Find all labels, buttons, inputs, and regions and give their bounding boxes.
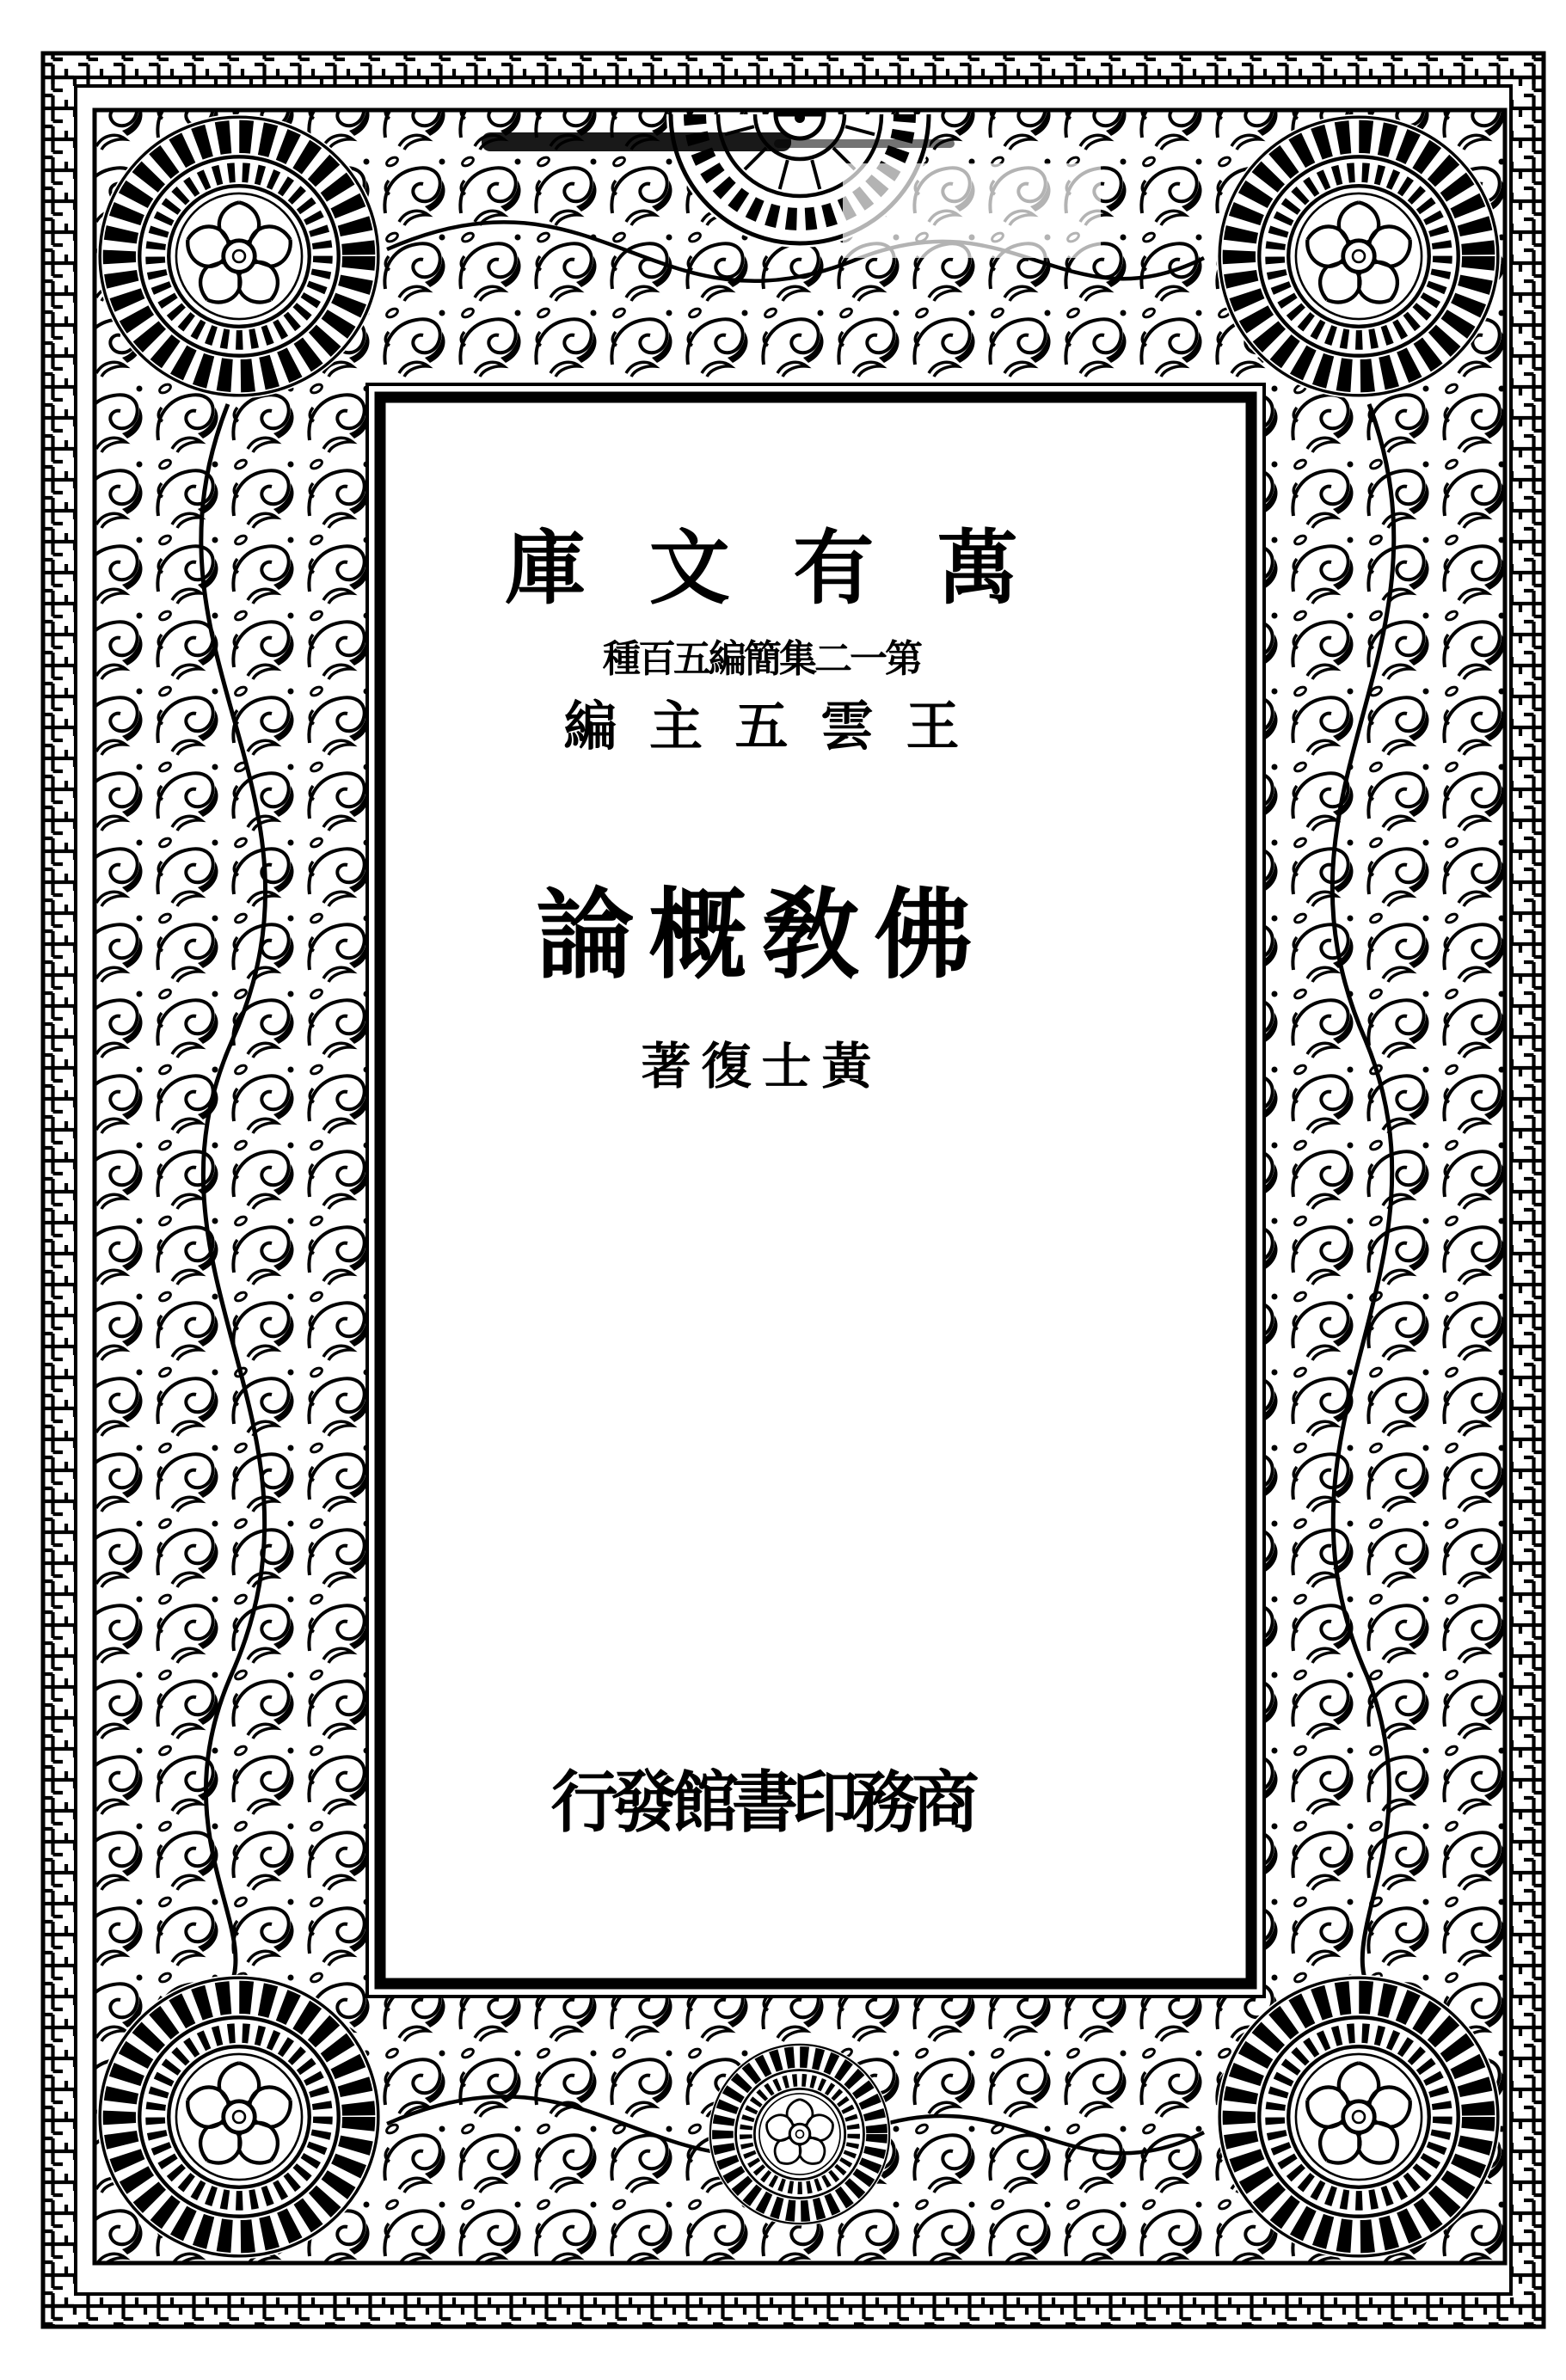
author-line: 著復士黃 bbox=[641, 1039, 882, 1095]
title-panel bbox=[367, 384, 1264, 1997]
corner-rosette-bottom-right bbox=[1217, 1975, 1502, 2260]
corner-rosette-top-left bbox=[97, 114, 382, 399]
edition-note: 種百五編簡集二一第 bbox=[603, 638, 920, 680]
corner-rosette-top-right bbox=[1217, 114, 1502, 399]
corner-rosette-bottom-left bbox=[97, 1975, 382, 2260]
publisher-line: 行發館書印務商 bbox=[550, 1765, 973, 1840]
editor-line: 編 主 五 雲 王 bbox=[563, 698, 960, 757]
series-title: 庫 文 有 萬 bbox=[505, 524, 1018, 614]
bottom-center-flower bbox=[709, 2043, 892, 2226]
book-title: 論概敎佛 bbox=[536, 881, 987, 991]
